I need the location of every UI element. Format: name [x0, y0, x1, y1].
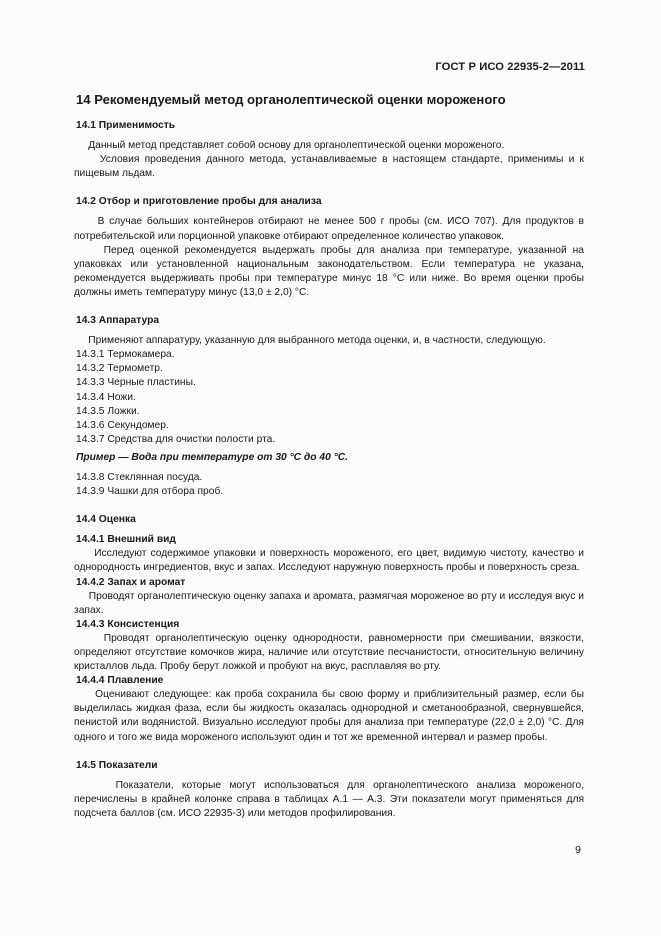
example-note: Пример — Вода при температуре от 30 °С до 40 °С. — [76, 451, 348, 463]
clause-title-14-4-1: 14.4.1 Внешний вид — [76, 534, 176, 546]
subsection-title-14-1: 14.1 Применимость — [76, 120, 176, 131]
clause-title-14-4-3: 14.4.3 Консистенция — [76, 618, 180, 630]
list-item: 14.3.5 Ложки. — [76, 405, 140, 417]
clause-title-14-4-4: 14.4.4 Плавление — [76, 675, 164, 687]
subsection-title-14-2: 14.2 Отбор и приготовление пробы для анализа — [76, 196, 322, 208]
list-item: 14.3.1 Термокамера. — [76, 349, 175, 361]
paragraph: Проводят органолептическую оценку запаха и аромата, размягчая мороженое во рту и исследуя вкус и запах. — [74, 590, 584, 616]
paragraph: Данный метод представляет собой основу для органолептической оценки мороженого. — [74, 140, 505, 152]
list-item: 14.3.2 Термометр. — [76, 363, 163, 375]
list-item: 14.3.9 Чашки для отбора проб. — [76, 486, 224, 498]
paragraph: Оценивают следующее: как проба сохранила бы свою форму и приблизительный размер, если бы выделилась жидкая фаза, если бы жидкость оказалась однородной и сметанообразной, свернувшейся, пенистой или водянистой. Визуально исследуют пробы для анализа при температуре (22,0 ± 2,0) °С. Для одного и того же вида мороженого используют один и тот же временной интервал и размер пробы. — [74, 689, 584, 743]
paragraph: Перед оценкой рекомендуется выдержать пробы для анализа при температуре, указанной на упаковках или установленной национальным законодательством. Если температура не указана, рекомендуется выдерживать пробы при температуре минус 18 °С или ниже. Во время оценки пробы должны иметь температуру минус (13,0 ± 2,0) °С. — [74, 244, 584, 298]
paragraph: В случае больших контейнеров отбирают не менее 500 г пробы (см. ИСО 707). Для продуктов в потребительской или порционной упаковке отбирают определенное количество упаковок. — [74, 216, 584, 242]
document-body — [74, 91, 584, 821]
subsection-title-14-4: 14.4 Оценка — [76, 514, 136, 526]
paragraph: Условия проведения данного метода, устанавливаемые в настоящем стандарте, применимы и к пищевым льдам. — [74, 154, 584, 180]
document-header: ГОСТ Р ИСО 22935-2—2011 — [435, 61, 585, 73]
list-item: 14.3.6 Секундомер. — [76, 419, 169, 431]
section-title: 14 Рекомендуемый метод органолептической оценки мороженого — [76, 92, 506, 107]
page-number: 9 — [575, 844, 581, 856]
list-item: 14.3.3 Черные пластины. — [76, 377, 196, 389]
list-item: 14.3.4 Ножи. — [76, 391, 136, 403]
clause-title-14-4-2: 14.4.2 Запах и аромат — [76, 576, 186, 588]
paragraph: Исследуют содержимое упаковки и поверхность мороженого, его цвет, видимую чистоту, качество и однородность ингредиентов, вкус и запах. Исследуют наружную поверхность пробы и поверхность среза. — [74, 548, 584, 574]
list-item: 14.3.8 Стеклянная посуда. — [76, 471, 203, 483]
list-item: 14.3.7 Средства для очистки полости рта. — [76, 433, 276, 445]
paragraph: Применяют аппаратуру, указанную для выбранного метода оценки, и, в частности, следующую. — [74, 335, 546, 347]
subsection-title-14-3: 14.3 Аппаратура — [76, 315, 160, 327]
paragraph: Показатели, которые могут использоваться для органолептического анализа мороженого, перечислены в крайней колонке справа в таблицах А.1 — А.3. Эти показатели могут применяться для подсчета баллов (см. ИСО 22935-3) или методов профилирования. — [74, 779, 584, 819]
subsection-title-14-5: 14.5 Показатели — [76, 759, 158, 771]
paragraph: Проводят органолептическую оценку однородности, равномерности при смешивании, вязкости, определяют отсутствие комочков жира, наличие или отсутствие песчанистости, относительную величину кристаллов льда. Пробу берут ложкой и пробуют на вкус, расплавляя во рту. — [74, 632, 584, 673]
